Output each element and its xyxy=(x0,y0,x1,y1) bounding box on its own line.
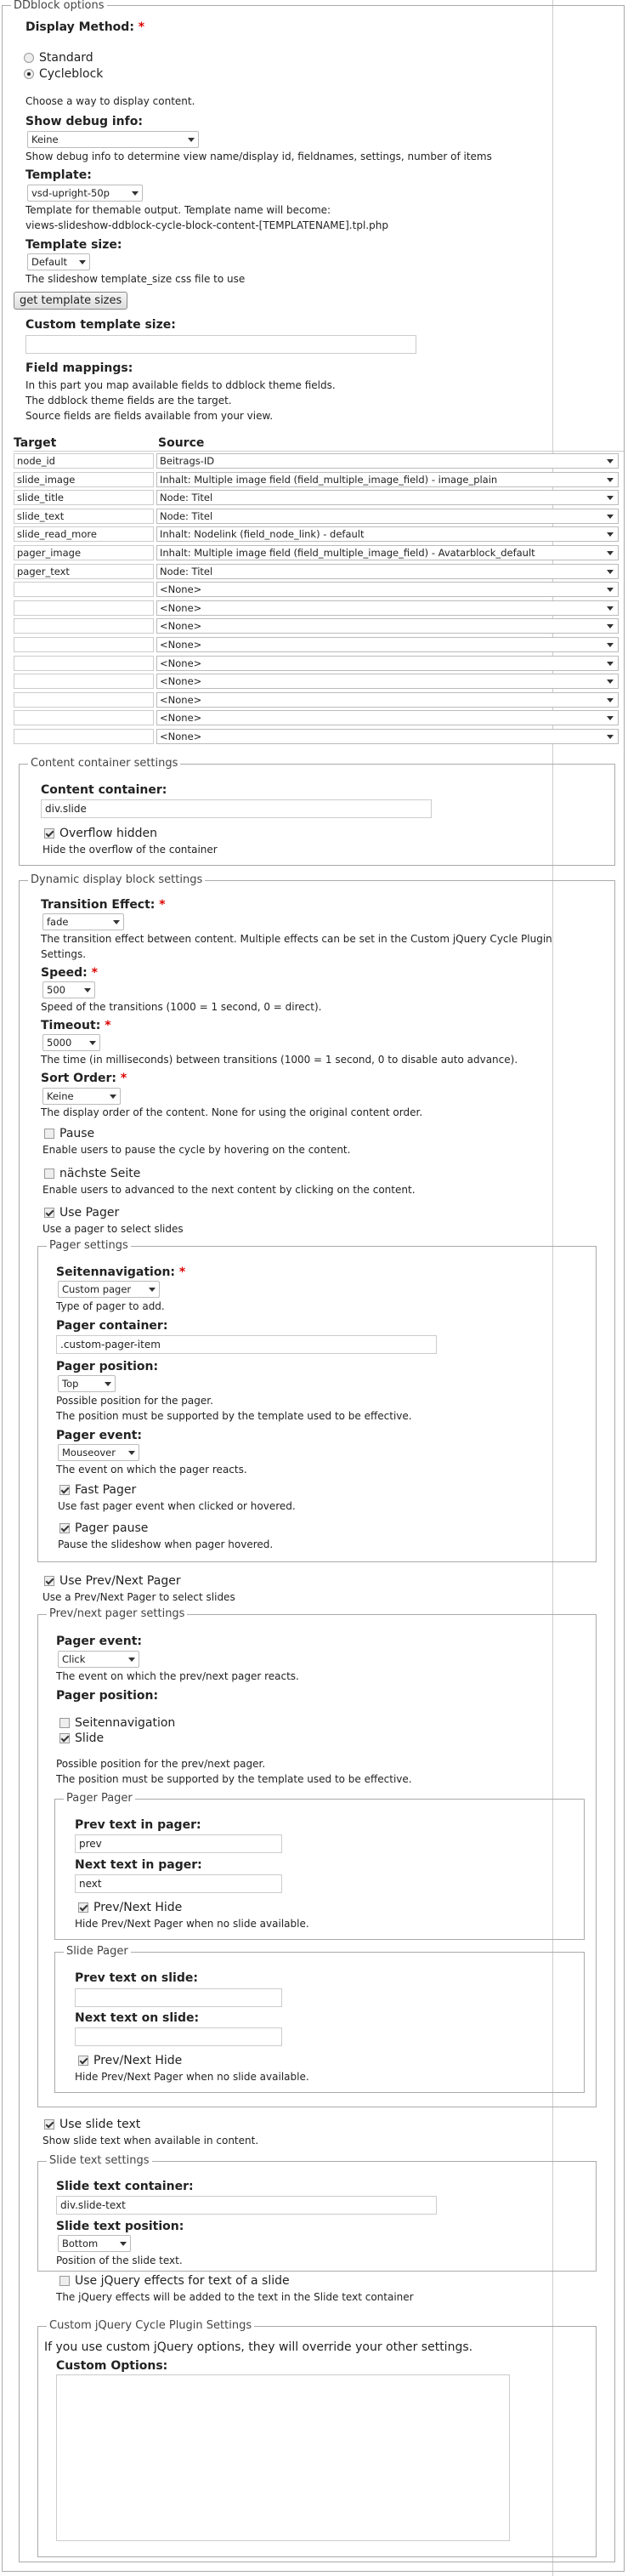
mapping-source-value: Inhalt: Multiple image field (field_multiple_image_field) - image_plain xyxy=(160,473,498,486)
pager-pause-check[interactable] xyxy=(59,1523,70,1533)
radio-cycleblock-label: Cycleblock xyxy=(39,67,104,81)
mapping-source-select[interactable] xyxy=(156,453,619,469)
next-page-check[interactable] xyxy=(44,1169,54,1179)
template-label: Template: xyxy=(25,168,92,182)
chevron-down-icon xyxy=(607,459,614,463)
use-pager-checkbox[interactable]: Use Pager xyxy=(44,1205,119,1220)
chevron-down-icon xyxy=(607,643,614,647)
mapping-source-value: <None> xyxy=(160,675,202,688)
slide-text-container-input[interactable]: div.slide-text xyxy=(56,2196,437,2215)
prevnext-event-desc: The event on which the prev/next pager reacts. xyxy=(56,1670,299,1682)
slide-check[interactable] xyxy=(59,1733,70,1743)
content-container-legend: Content container settings xyxy=(28,757,180,770)
mapping-target-input[interactable]: slide_text xyxy=(14,509,154,524)
transition-effect-desc-2: Settings. xyxy=(41,948,87,960)
mapping-source-select[interactable] xyxy=(156,637,619,652)
slide-text-container-label: Slide text container: xyxy=(56,2180,194,2193)
template-size-desc: The slideshow template_size css file to use xyxy=(25,273,246,285)
mapping-source-select[interactable] xyxy=(156,526,619,542)
timeout-select[interactable]: 5000 xyxy=(42,1034,100,1051)
mapping-source-select[interactable] xyxy=(156,509,619,524)
chevron-down-icon xyxy=(607,515,614,519)
chevron-down-icon xyxy=(188,138,195,142)
jquery-effects-desc: The jQuery effects will be added to the text in the Slide text container xyxy=(56,2291,414,2303)
next-text-on-slide-label: Next text on slide: xyxy=(75,2011,200,2025)
content-container-input[interactable]: div.slide xyxy=(41,799,432,818)
mapping-target-input[interactable]: pager_image xyxy=(14,545,154,560)
debug-label: Show debug info: xyxy=(25,115,143,128)
speed-label: Speed: * xyxy=(41,966,98,980)
chevron-down-icon xyxy=(132,191,139,196)
transition-effect-label: Transition Effect: * xyxy=(41,898,166,912)
debug-desc: Show debug info to determine view name/display id, fieldnames, settings, number of items xyxy=(25,151,492,162)
mapping-source-select[interactable] xyxy=(156,674,619,689)
overflow-hidden-check[interactable] xyxy=(44,828,54,839)
display-method-label: Display Method: * xyxy=(25,20,145,34)
mapping-target-input[interactable] xyxy=(14,637,154,652)
field-mappings-label: Field mappings: xyxy=(25,361,133,375)
mapping-target-input[interactable] xyxy=(14,729,154,744)
pager-container-input[interactable]: .custom-pager-item xyxy=(56,1335,437,1354)
pager-position-desc-2: The position must be supported by the template used to be effective. xyxy=(56,1410,412,1422)
use-prevnext-check[interactable] xyxy=(44,1576,54,1586)
debug-select[interactable]: Keine xyxy=(27,131,199,148)
chevron-down-icon xyxy=(128,1658,135,1662)
mapping-source-select[interactable] xyxy=(156,729,619,744)
prevnext-position-label: Pager position: xyxy=(56,1689,159,1703)
pager-settings-legend: Pager settings xyxy=(47,1239,131,1252)
speed-desc: Speed of the transitions (1000 = 1 second, 0 = direct). xyxy=(41,1001,322,1013)
prevnext-position-slide[interactable]: Slide xyxy=(59,1731,104,1746)
timeout-desc: The time (in milliseconds) between transitions (1000 = 1 second, 0 to disable auto advance). xyxy=(41,1054,518,1066)
jquery-effects-checkbox[interactable]: Use jQuery effects for text of a slide xyxy=(59,2273,290,2289)
next-text-in-pager-label: Next text in pager: xyxy=(75,1858,202,1872)
sort-order-label: Sort Order: * xyxy=(41,1072,127,1085)
chevron-down-icon xyxy=(607,532,614,537)
custom-options-label: Custom Options: xyxy=(56,2359,168,2373)
mapping-target-input[interactable] xyxy=(14,656,154,671)
mapping-source-value: Beitrags-ID xyxy=(160,455,215,467)
template-desc-1: Template for themable output. Template name will become: xyxy=(25,204,331,216)
chevron-down-icon xyxy=(607,588,614,592)
pause-desc: Enable users to pause the cycle by hovering on the content. xyxy=(42,1144,351,1156)
pager-nav-select[interactable]: Custom pager xyxy=(58,1281,160,1298)
next-page-checkbox[interactable]: nächste Seite xyxy=(44,1166,140,1181)
prevnext-position-desc-2: The position must be supported by the template used to be effective. xyxy=(56,1773,412,1785)
mapping-source-select[interactable] xyxy=(156,545,619,560)
mapping-source-value: Inhalt: Nodelink (field_node_link) - default xyxy=(160,528,365,541)
field-mappings-desc-3: Source fields are fields available from your view. xyxy=(25,410,274,422)
mapping-source-select[interactable] xyxy=(156,710,619,725)
chevron-down-icon xyxy=(149,1288,156,1292)
radio-standard-label: Standard xyxy=(39,51,93,65)
mapping-source-select[interactable] xyxy=(156,618,619,634)
prevnext-position-seitennavigation[interactable]: Seitennavigation xyxy=(59,1715,175,1731)
pager-event-desc: The event on which the pager reacts. xyxy=(56,1464,247,1476)
mapping-source-select[interactable] xyxy=(156,656,619,671)
chevron-down-icon xyxy=(607,716,614,720)
prevnext-event-label: Pager event: xyxy=(56,1635,143,1648)
mapping-source-value: <None> xyxy=(160,583,202,596)
chevron-down-icon xyxy=(120,2242,127,2246)
mapping-target-input[interactable]: node_id xyxy=(14,453,154,469)
ddblock-options-legend: DDblock options xyxy=(11,0,107,12)
mapping-target-input[interactable]: slide_image xyxy=(14,472,154,487)
template-desc-2: views-slideshow-ddblock-cycle-block-content-[TEMPLATENAME].tpl.php xyxy=(25,219,388,231)
prev-text-in-pager-label: Prev text in pager: xyxy=(75,1818,201,1832)
fast-pager-check[interactable] xyxy=(59,1485,70,1495)
next-text-on-slide-input[interactable] xyxy=(75,2027,282,2046)
chevron-down-icon xyxy=(110,1095,116,1099)
chevron-down-icon xyxy=(607,680,614,684)
seitennavigation-check[interactable] xyxy=(59,1718,70,1728)
col-source-header: Source xyxy=(158,436,205,450)
use-prevnext-desc: Use a Prev/Next Pager to select slides xyxy=(42,1591,235,1603)
dynamic-display-legend: Dynamic display block settings xyxy=(28,873,205,886)
mapping-target-input[interactable] xyxy=(14,710,154,725)
mapping-source-value: <None> xyxy=(160,639,202,651)
mapping-target-input[interactable] xyxy=(14,600,154,616)
pager-event-select[interactable]: Mouseover xyxy=(58,1444,139,1461)
pause-checkbox[interactable]: Pause xyxy=(44,1126,94,1141)
pager-prevnext-hide-checkbox[interactable]: Prev/Next Hide xyxy=(78,1900,182,1915)
pager-pause-checkbox[interactable]: Pager pause xyxy=(59,1521,148,1536)
slide-prevnext-hide-check[interactable] xyxy=(78,2056,88,2066)
chevron-down-icon xyxy=(607,735,614,739)
prevnext-event-select[interactable]: Click xyxy=(58,1651,139,1668)
mapping-source-value: <None> xyxy=(160,693,202,706)
chevron-down-icon xyxy=(113,920,120,924)
timeout-label: Timeout: * xyxy=(41,1019,111,1032)
radio-standard-control[interactable] xyxy=(24,53,34,63)
chevron-down-icon xyxy=(607,478,614,482)
pager-position-label: Pager position: xyxy=(56,1360,159,1373)
mapping-target-input[interactable]: slide_title xyxy=(14,490,154,505)
overflow-hidden-desc: Hide the overflow of the container xyxy=(42,844,218,856)
next-text-in-pager-input[interactable]: next xyxy=(75,1874,282,1893)
mapping-source-value: <None> xyxy=(160,601,202,614)
fast-pager-desc: Use fast pager event when clicked or hovered. xyxy=(58,1500,296,1512)
content-container-label: Content container: xyxy=(41,783,167,797)
mapping-source-value: Node: Titel xyxy=(160,509,213,522)
jquery-effects-check[interactable] xyxy=(59,2276,70,2286)
pager-container-label: Pager container: xyxy=(56,1319,168,1333)
mapping-target-input[interactable] xyxy=(14,674,154,689)
template-size-select[interactable]: Default xyxy=(27,253,90,270)
custom-options-textarea[interactable] xyxy=(56,2374,510,2541)
chevron-down-icon xyxy=(128,1451,135,1455)
chevron-down-icon xyxy=(607,496,614,500)
chevron-down-icon xyxy=(607,698,614,702)
get-template-sizes-button[interactable]: get template sizes xyxy=(14,292,127,310)
slide-prevnext-hide-checkbox[interactable]: Prev/Next Hide xyxy=(78,2053,182,2068)
mapping-header-divider xyxy=(14,451,624,452)
pause-check[interactable] xyxy=(44,1129,54,1139)
sort-order-select[interactable]: Keine xyxy=(42,1088,121,1105)
mapping-source-select[interactable] xyxy=(156,692,619,708)
mapping-target-input[interactable] xyxy=(14,618,154,634)
overflow-hidden-checkbox[interactable]: Overflow hidden xyxy=(44,826,157,841)
prev-text-in-pager-input[interactable]: prev xyxy=(75,1834,282,1853)
chevron-down-icon xyxy=(607,606,614,611)
mapping-source-select[interactable] xyxy=(156,490,619,505)
mapping-source-value: <None> xyxy=(160,731,202,742)
slide-text-position-select[interactable]: Bottom xyxy=(58,2235,131,2252)
prevnext-settings-legend: Prev/next pager settings xyxy=(47,1607,187,1620)
mapping-target-input[interactable] xyxy=(14,692,154,708)
pager-pause-desc: Pause the slideshow when pager hovered. xyxy=(58,1538,274,1550)
slide-pager-legend: Slide Pager xyxy=(64,1945,131,1958)
radio-standard[interactable] xyxy=(24,50,93,65)
use-pager-check[interactable] xyxy=(44,1208,54,1218)
chevron-down-icon xyxy=(84,988,91,992)
mapping-source-value: <None> xyxy=(160,620,202,633)
fast-pager-checkbox[interactable]: Fast Pager xyxy=(59,1482,136,1498)
pager-prevnext-hide-desc: Hide Prev/Next Pager when no slide available. xyxy=(75,1918,309,1930)
speed-select[interactable]: 500 xyxy=(42,981,95,998)
transition-effect-select[interactable]: fade xyxy=(42,913,124,930)
custom-template-size-input[interactable] xyxy=(25,335,416,354)
mapping-source-select[interactable] xyxy=(156,582,619,597)
use-pager-desc: Use a pager to select slides xyxy=(42,1223,184,1235)
chevron-down-icon xyxy=(607,551,614,555)
pager-event-label: Pager event: xyxy=(56,1429,143,1442)
mapping-target-input[interactable] xyxy=(14,582,154,597)
use-slide-text-check[interactable] xyxy=(44,2119,54,2130)
pager-position-select[interactable]: Top xyxy=(58,1375,116,1392)
template-select[interactable]: vsd-upright-50p xyxy=(27,185,143,202)
chevron-down-icon xyxy=(607,570,614,574)
mapping-target-input[interactable]: pager_text xyxy=(14,564,154,579)
chevron-down-icon xyxy=(607,624,614,628)
chevron-down-icon xyxy=(89,1041,96,1045)
mapping-target-input[interactable]: slide_read_more xyxy=(14,526,154,542)
mapping-source-value: <None> xyxy=(160,712,202,725)
use-prevnext-checkbox[interactable]: Use Prev/Next Pager xyxy=(44,1573,181,1589)
slide-text-position-label: Slide text position: xyxy=(56,2220,184,2233)
prevnext-position-desc-1: Possible position for the prev/next pager. xyxy=(56,1758,266,1770)
mapping-source-select[interactable] xyxy=(156,472,619,487)
radio-cycleblock[interactable] xyxy=(24,66,103,82)
slide-prevnext-hide-desc: Hide Prev/Next Pager when no slide available. xyxy=(75,2071,309,2083)
chevron-down-icon xyxy=(105,1382,111,1386)
prev-text-on-slide-label: Prev text on slide: xyxy=(75,1971,198,1985)
next-page-desc: Enable users to advanced to the next content by clicking on the content. xyxy=(42,1184,416,1196)
custom-jquery-desc: If you use custom jQuery options, they will override your other settings. xyxy=(44,2340,473,2354)
field-mappings-desc-2: The ddblock theme fields are the target. xyxy=(25,395,232,407)
chevron-down-icon xyxy=(607,662,614,666)
slide-text-legend: Slide text settings xyxy=(47,2154,152,2167)
mapping-source-value: Inhalt: Multiple image field (field_multiple_image_field) - Avatarblock_default xyxy=(160,547,535,559)
chevron-down-icon xyxy=(79,260,86,264)
field-mappings-desc-1: In this part you map available fields to ddblock theme fields. xyxy=(25,379,336,391)
custom-template-size-label: Custom template size: xyxy=(25,318,176,332)
use-slide-text-desc: Show slide text when available in content. xyxy=(42,2135,259,2147)
prev-text-on-slide-input[interactable] xyxy=(75,1988,282,2007)
slide-text-position-desc: Position of the slide text. xyxy=(56,2255,183,2266)
mapping-source-select[interactable] xyxy=(156,564,619,579)
pager-pager-legend: Pager Pager xyxy=(64,1792,135,1805)
use-slide-text-checkbox[interactable]: Use slide text xyxy=(44,2117,140,2132)
pager-prevnext-hide-check[interactable] xyxy=(78,1902,88,1913)
sort-order-desc: The display order of the content. None for using the original content order. xyxy=(41,1106,423,1118)
mapping-source-value: Node: Titel xyxy=(160,565,213,577)
custom-jquery-legend: Custom jQuery Cycle Plugin Settings xyxy=(47,2319,254,2332)
pager-nav-label: Seitennavigation: * xyxy=(56,1265,186,1279)
radio-cycleblock-control[interactable] xyxy=(24,69,34,79)
pager-nav-desc: Type of pager to add. xyxy=(56,1300,165,1312)
col-target-header: Target xyxy=(14,436,57,450)
mapping-source-value: <None> xyxy=(160,657,202,669)
mapping-source-value: Node: Titel xyxy=(160,492,213,504)
display-method-desc: Choose a way to display content. xyxy=(25,95,195,107)
transition-effect-desc-1: The transition effect between content. Multiple effects can be set in the Custom jQuery Cycle Plugin xyxy=(41,933,552,945)
pager-position-desc-1: Possible position for the pager. xyxy=(56,1395,213,1407)
template-size-label: Template size: xyxy=(25,238,122,252)
mapping-source-select[interactable] xyxy=(156,600,619,616)
